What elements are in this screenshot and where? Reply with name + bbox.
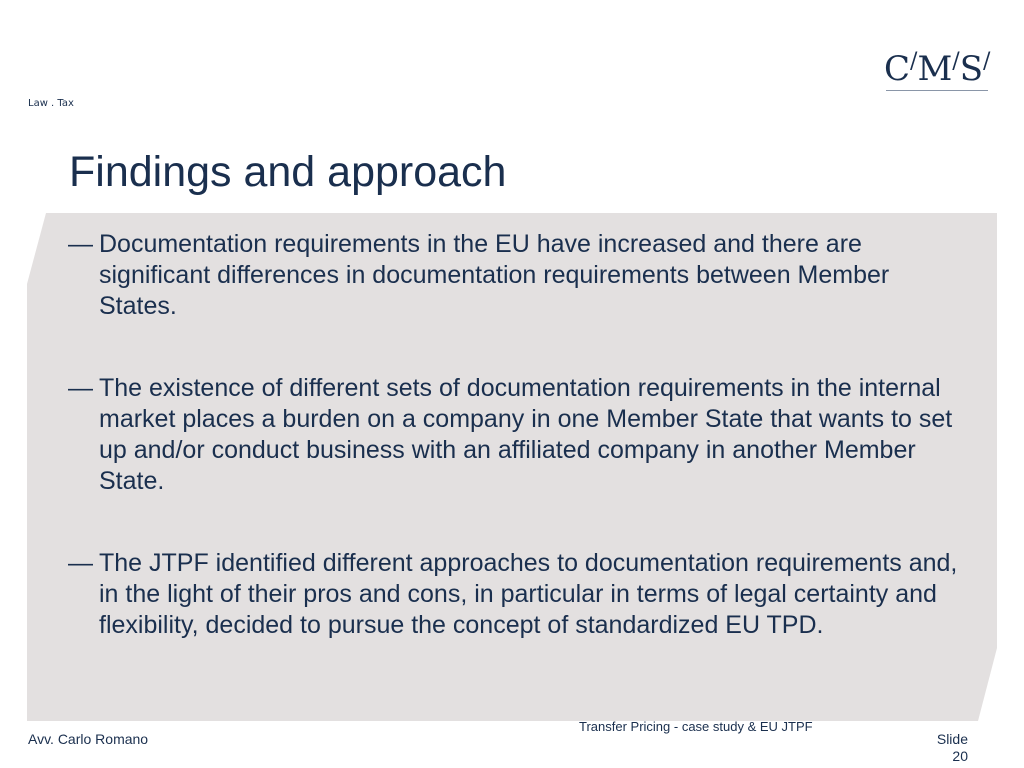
footer-presentation-title: Transfer Pricing - case study & EU JTPF [579,719,813,734]
bullet-text: The existence of different sets of documentation requirements in the internal market places a burden on a company in one Member State that wants to set up and/or conduct business with an affiliated company in another Member State. [99,374,953,495]
logo-divider [886,90,988,91]
bullet-dash: — [68,549,93,577]
bullet-item [68,548,968,641]
bullet-item [68,373,968,497]
bullet-dash: — [68,230,93,258]
logo-separator: / [952,49,959,74]
cms-logo [884,40,992,114]
logo-mark [884,40,990,91]
logo-letter-s: S [959,49,982,89]
logo-subtitle: Law . Tax [28,98,74,109]
footer-author: Avv. Carlo Romano [28,731,149,747]
logo-separator: / [982,49,990,74]
logo-separator: / [910,49,917,74]
bullet-text: The JTPF identified different approaches to documentation requirements and, in the light of their pros and cons, in particular in terms of legal certainty and flexibility, decided to pursue the concept of standardized EU TPD. [99,549,958,639]
bullet-list [68,229,968,692]
bullet-item [68,229,968,322]
logo-letter-c: C [884,49,910,89]
slide-number: Slide 20 [936,731,968,764]
logo-letter-m: M [917,49,952,89]
bullet-dash: — [68,374,93,402]
bullet-text: Documentation requirements in the EU have increased and there are significant differences in documentation requirements between Member States. [99,230,890,320]
slide-title: Findings and approach [69,148,507,196]
